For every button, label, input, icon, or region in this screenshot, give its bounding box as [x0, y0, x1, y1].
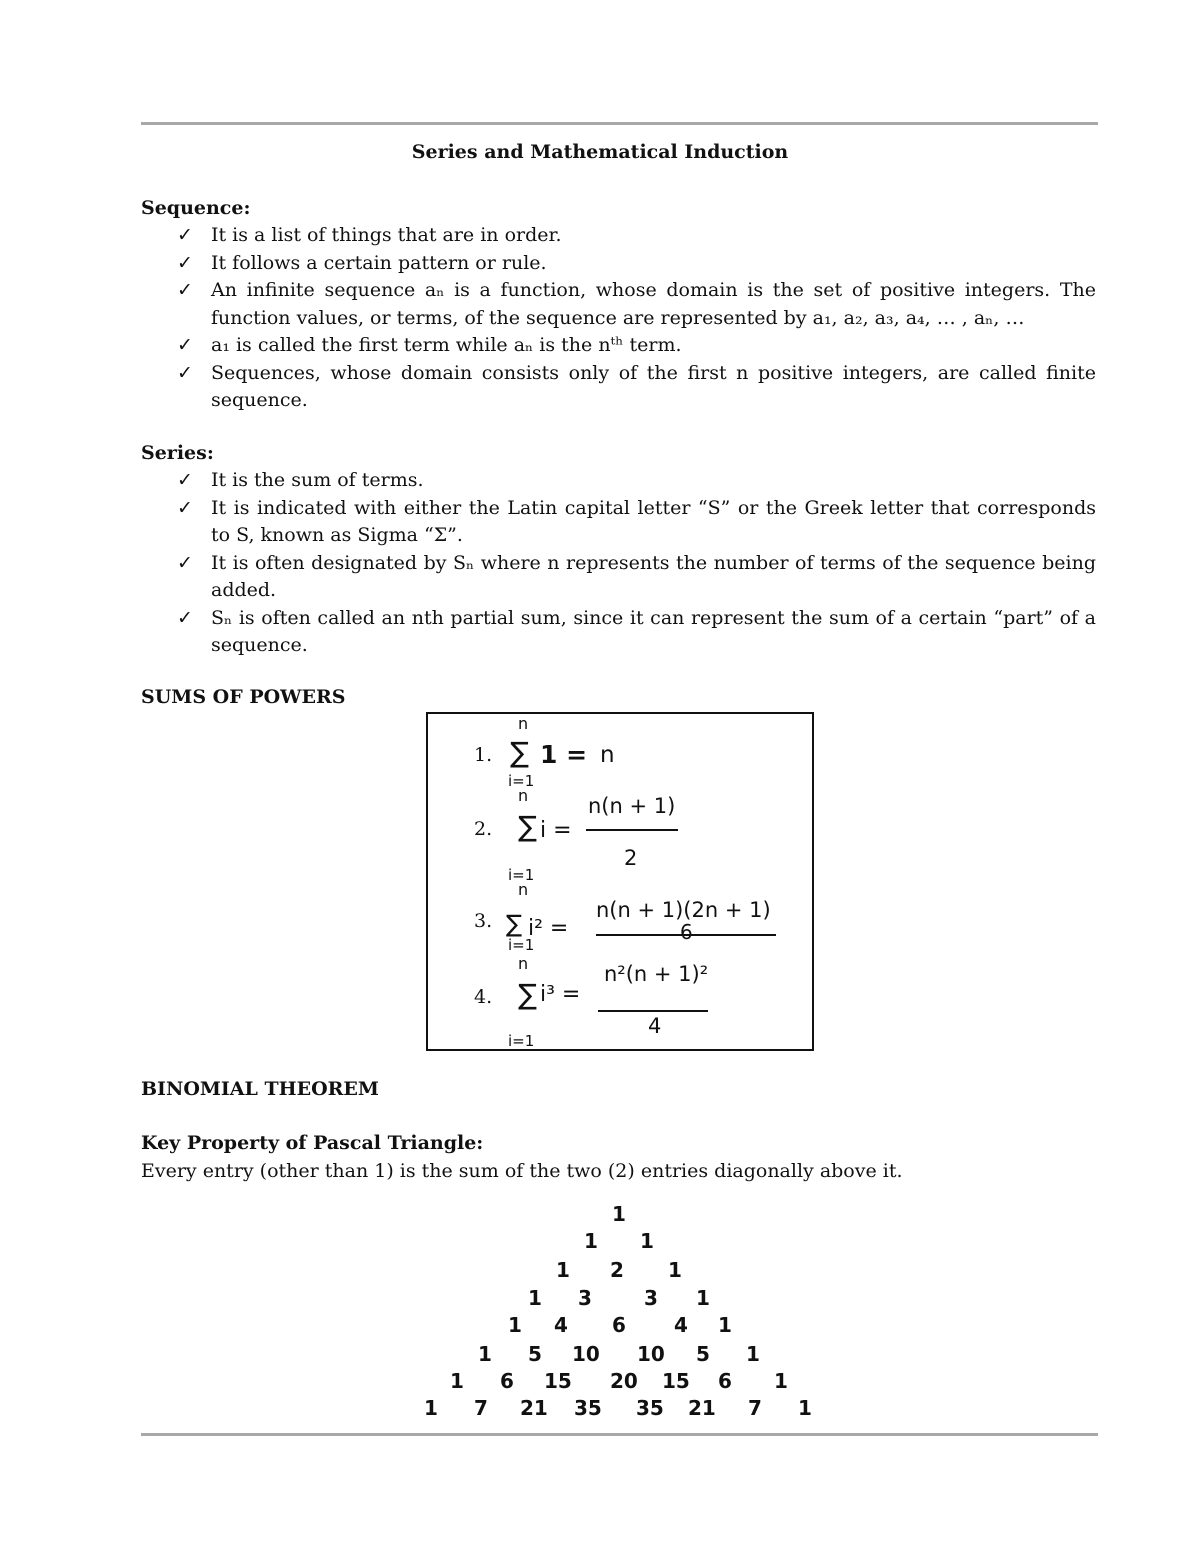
sequence-list [141, 222, 1096, 415]
pascal-entry: 1 [718, 1313, 732, 1337]
pascal-entry: 4 [554, 1313, 568, 1337]
sums-of-powers-heading: SUMS OF POWERS [141, 686, 346, 708]
pascal-entry: 1 [668, 1258, 682, 1282]
sigma-symbol: ∑ [518, 978, 537, 1011]
pascal-entry: 5 [528, 1342, 542, 1366]
check-icon: ✓ [177, 551, 193, 574]
sigma-upper: n [518, 954, 529, 973]
series-heading: Series: [141, 442, 214, 464]
check-icon: ✓ [177, 279, 193, 301]
check-icon: ✓ [177, 224, 193, 246]
formula-rhs: n [600, 742, 615, 768]
pascal-entry: 21 [520, 1396, 548, 1420]
pascal-entry: 1 [450, 1369, 464, 1393]
fraction-line [598, 1010, 708, 1012]
check-icon: ✓ [177, 361, 193, 384]
list-item: ✓ It is often designated by Sₙ where n represents the number of terms of the sequence being added. [177, 551, 1096, 601]
list-item: ✓ Sₙ is often called an nth partial sum, since it can represent the sum of a certain “part” of a sequence. [177, 606, 1096, 656]
pascal-entry: 1 [612, 1202, 626, 1226]
pascal-entry: 10 [637, 1342, 665, 1366]
bottom-rule [141, 1433, 1098, 1436]
pascal-entry: 7 [474, 1396, 488, 1420]
page-title: Series and Mathematical Induction [411, 141, 789, 163]
pascal-entry: 10 [572, 1342, 600, 1366]
check-icon: ✓ [177, 469, 193, 491]
pascal-entry: 20 [610, 1369, 638, 1393]
pascal-entry: 1 [556, 1258, 570, 1282]
series-list [141, 467, 1096, 660]
binomial-heading: BINOMIAL THEOREM [141, 1078, 379, 1100]
list-item: ✓ a₁ is called the first term while aₙ is the nᵗʰ term. [141, 332, 1096, 360]
pascal-entry: 35 [574, 1396, 602, 1420]
formula-term: i = [540, 818, 572, 843]
formula-number: 1. [474, 744, 493, 766]
pascal-entry: 1 [424, 1396, 438, 1420]
top-rule [141, 122, 1098, 125]
sigma-upper: n [518, 714, 529, 733]
formula-numerator: n²(n + 1)² [604, 962, 709, 986]
formula-denominator: 4 [648, 1014, 662, 1038]
pascal-entry: 3 [644, 1286, 658, 1310]
pascal-entry: 5 [696, 1342, 710, 1366]
list-item: ✓ It is a list of things that are in order. [141, 222, 1096, 250]
formula-box [426, 712, 814, 1051]
check-icon: ✓ [177, 334, 193, 356]
formula-denominator: 2 [624, 846, 638, 870]
sigma-symbol: ∑ [510, 736, 529, 769]
sigma-symbol: ∑ [506, 910, 523, 938]
pascal-entry: 1 [696, 1286, 710, 1310]
sigma-lower: i=1 [508, 866, 535, 884]
sigma-lower: i=1 [508, 772, 535, 790]
pascal-entry: 6 [500, 1369, 514, 1393]
pascal-entry: 2 [610, 1258, 624, 1282]
pascal-entry: 35 [636, 1396, 664, 1420]
pascal-entry: 1 [798, 1396, 812, 1420]
formula-term: i³ = [540, 982, 581, 1007]
sigma-upper: n [518, 786, 529, 805]
fraction-line [586, 829, 678, 831]
pascal-entry: 1 [746, 1342, 760, 1366]
formula-term: 1 = [540, 740, 588, 769]
sigma-symbol: ∑ [518, 810, 537, 843]
pascal-entry: 1 [508, 1313, 522, 1337]
pascal-entry: 21 [688, 1396, 716, 1420]
pascal-entry: 6 [612, 1313, 626, 1337]
check-icon: ✓ [177, 251, 193, 274]
pascal-key-heading: Key Property of Pascal Triangle: [141, 1132, 484, 1154]
pascal-entry: 15 [662, 1369, 690, 1393]
formula-number: 3. [474, 910, 493, 932]
formula-term: i² = [528, 916, 569, 941]
formula-number: 2. [474, 818, 493, 840]
sigma-lower: i=1 [508, 936, 535, 954]
pascal-entry: 1 [774, 1369, 788, 1393]
pascal-key-text: Every entry (other than 1) is the sum of the two (2) entries diagonally above it. [141, 1160, 903, 1182]
pascal-entry: 15 [544, 1369, 572, 1393]
formula-numerator: n(n + 1)(2n + 1) [596, 898, 771, 922]
formula-number: 4. [474, 986, 493, 1008]
list-item: ✓ Sequences, whose domain consists only of the first n positive integers, are called finite sequence. [177, 361, 1096, 411]
list-item: ✓ It follows a certain pattern or rule. [141, 250, 1096, 278]
pascal-entry: 1 [528, 1286, 542, 1310]
pascal-entry: 6 [718, 1369, 732, 1393]
pascal-entry: 7 [748, 1396, 762, 1420]
pascal-entry: 1 [478, 1342, 492, 1366]
list-item: ✓ An infinite sequence aₙ is a function, whose domain is the set of positive integers. The function values, or terms, of the sequence are represented by a₁, a₂, a₃, a₄, … , aₙ, … [177, 279, 1096, 329]
sequence-heading: Sequence: [141, 197, 251, 219]
list-item: ✓ It is indicated with either the Latin capital letter “S” or the Greek letter that corresponds to S, known as Sigma “Σ”. [177, 496, 1096, 546]
check-icon: ✓ [177, 496, 193, 519]
sigma-lower: i=1 [508, 1032, 535, 1050]
formula-numerator: n(n + 1) [588, 794, 676, 818]
list-item: ✓ It is the sum of terms. [141, 467, 1096, 495]
pascal-entry: 4 [674, 1313, 688, 1337]
pascal-entry: 1 [640, 1229, 654, 1253]
formula-denominator: 6 [680, 920, 693, 944]
pascal-entry: 3 [578, 1286, 592, 1310]
pascal-entry: 1 [584, 1229, 598, 1253]
sigma-upper: n [518, 880, 529, 899]
check-icon: ✓ [177, 606, 193, 629]
